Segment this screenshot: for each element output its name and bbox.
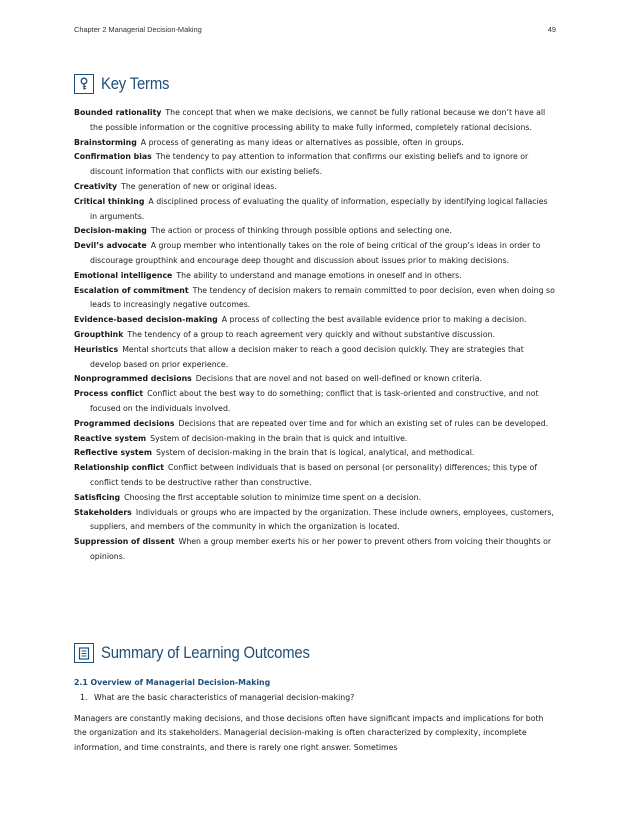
term-definition: The tendency of a group to reach agreement very quickly and without substantive discussion. (127, 329, 496, 339)
term-definition: When a group member exerts his or her power to prevent others from voicing their thoughts or opinions. (90, 537, 552, 561)
key-term-entry (74, 150, 556, 180)
term-definition: System of decision-making in the brain that is logical, analytical, and methodical. (155, 448, 475, 458)
summary-heading (74, 643, 333, 663)
key-term-entry (74, 224, 556, 239)
summary-content (74, 676, 556, 756)
key-term-entry (74, 387, 556, 417)
key-terms-title: Key Terms (101, 74, 170, 93)
term-definition: The tendency of decision makers to remain committed to poor decision, even when doing so leads to increasingly negative outcomes. (90, 285, 555, 310)
key-term-entry (74, 239, 556, 269)
key-term-entry (74, 461, 556, 491)
key-terms-heading (74, 74, 177, 94)
term-definition: A process of collecting the best available evidence prior to making a decision. (221, 315, 527, 325)
summary-paragraph: Managers are constantly making decisions, and those decisions often have significant impacts and implications for both the organization and its stakeholders. Managerial decision-making is often characterized by complexity, incomplete information, and time constraints, and there is rarely one right answer. Sometimes (74, 713, 544, 753)
term-definition: A process of generating as many ideas or alternatives as possible, often in groups. (140, 137, 464, 147)
running-header (74, 25, 556, 37)
term-name: Suppression of dissent (74, 537, 175, 547)
term-definition: Individuals or groups who are impacted by the organization. These include owners, employees, customers, suppliers, and members of the community in which the organization is located. (90, 507, 554, 532)
question-text: What are the basic characteristics of managerial decision-making? (94, 692, 355, 702)
term-name: Escalation of commitment (74, 285, 189, 295)
term-definition: The tendency to pay attention to information that confirms our existing beliefs and to ignore or discount information that conflicts with our existing beliefs. (90, 152, 529, 177)
term-definition: Mental shortcuts that allow a decision maker to reach a good decision quickly. They are strategies that develop based on prior experience. (90, 344, 524, 369)
term-definition: A disciplined process of evaluating the quality of information, especially by identifying logical fallacies in arguments. (90, 196, 548, 221)
subsection-title: 2.1 Overview of Managerial Decision-Making (74, 678, 271, 687)
key-term-entry (74, 313, 556, 328)
document-icon (74, 643, 94, 663)
term-name: Creativity (74, 181, 118, 191)
term-name: Confirmation bias (74, 152, 152, 162)
term-name: Stakeholders (74, 507, 132, 517)
key-term-entry (74, 328, 556, 343)
key-term-entry (74, 195, 556, 225)
term-name: Critical thinking (74, 196, 145, 206)
term-name: Reactive system (74, 433, 147, 443)
term-name: Bounded rationality (74, 108, 162, 117)
term-definition: The ability to understand and manage emotions in oneself and in others. (176, 270, 462, 280)
key-terms-list (74, 106, 556, 565)
key-term-entry (74, 136, 556, 151)
term-definition: Conflict about the best way to do something; conflict that is task-oriented and constructive, and not focused on the individuals involved. (90, 389, 539, 413)
key-term-entry (74, 284, 556, 314)
key-term-entry (74, 343, 556, 373)
term-name: Heuristics (74, 344, 119, 354)
term-name: Process conflict (74, 389, 144, 399)
term-name: Emotional intelligence (74, 270, 173, 280)
summary-title: Summary of Learning Outcomes (101, 643, 310, 662)
question-number: 1. (80, 692, 88, 702)
term-name: Relationship conflict (74, 463, 165, 473)
key-term-entry (74, 269, 556, 284)
term-definition: The generation of new or original ideas. (121, 181, 277, 191)
term-definition: Choosing the first acceptable solution to minimize time spent on a decision. (124, 492, 422, 502)
term-name: Devil’s advocate (74, 241, 147, 251)
key-term-entry (74, 180, 556, 195)
key-term-entry (74, 535, 556, 565)
term-definition: Decisions that are novel and not based on well-defined or known criteria. (195, 374, 483, 384)
key-term-entry (74, 106, 556, 136)
term-name: Decision-making (74, 226, 147, 236)
term-definition: The concept that when we make decisions, we cannot be fully rational because we don’t have all the possible information or the cognitive processing ability to make fully informed, completely rational decisions. (90, 108, 546, 132)
key-term-entry (74, 491, 556, 506)
key-term-entry (74, 372, 556, 387)
term-definition: System of decision-making in the brain that is quick and intuitive. (150, 433, 408, 443)
chapter-title: Chapter 2 Managerial Decision-Making (74, 25, 202, 34)
term-name: Nonprogrammed decisions (74, 374, 192, 384)
term-name: Brainstorming (74, 137, 137, 147)
key-term-entry (74, 446, 556, 461)
page-number: 49 (547, 25, 556, 34)
key-term-entry (74, 506, 556, 536)
term-definition: Decisions that are repeated over time and for which an existing set of rules can be developed. (178, 418, 549, 428)
term-definition: The action or process of thinking through possible options and selecting one. (150, 226, 452, 236)
learning-question (74, 691, 556, 706)
term-name: Groupthink (74, 329, 124, 339)
key-icon (74, 74, 94, 94)
term-name: Reflective system (74, 448, 152, 458)
term-definition: A group member who intentionally takes on the role of being critical of the group’s ideas in order to discourage groupthink and encourage deep thought and discussion about issues prior to making decisions. (90, 241, 541, 265)
key-term-entry (74, 432, 556, 447)
term-name: Satisficing (74, 492, 121, 502)
term-name: Evidence-based decision-making (74, 315, 218, 325)
key-term-entry (74, 417, 556, 432)
term-definition: Conflict between individuals that is based on personal (or personality) differences; this type of conflict tends to be destructive rather than constructive. (90, 463, 537, 487)
term-name: Programmed decisions (74, 418, 175, 428)
